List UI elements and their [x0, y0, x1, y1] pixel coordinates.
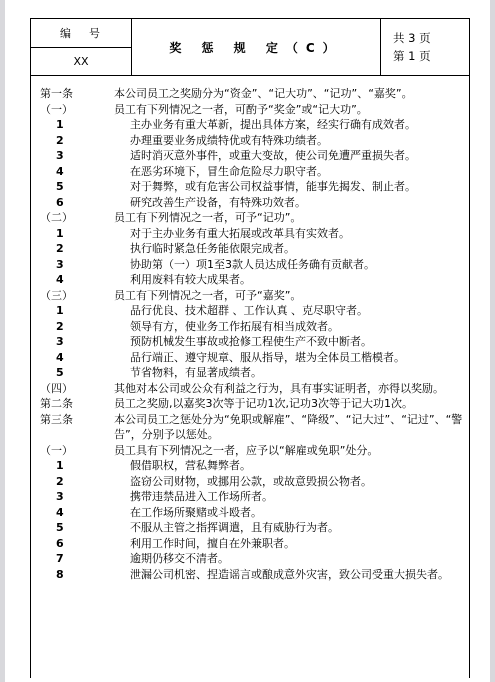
row-number: （二） [40, 211, 73, 224]
row-text: 品行端正、遵守规章、服从指导，堪为全体员工楷模者。 [130, 350, 405, 364]
list-item [38, 505, 464, 521]
row-number: 1 [56, 118, 64, 131]
row-text: 预防机械发生事故或抢修工程使生产不致中断者。 [130, 335, 372, 348]
row-text: 本公司员工之奖励分为“资金”、“记大功”、“记功”、“嘉奖”。 [114, 87, 413, 100]
row-number: 3 [56, 257, 64, 271]
row-text: 办理重要业务成绩特优或有特殊功绩者。 [130, 133, 328, 147]
section-row [38, 210, 464, 226]
list-item [38, 257, 464, 273]
document-header [30, 18, 470, 76]
row-text: 员工有下列情况之一者，可予“嘉奖”。 [114, 288, 302, 302]
row-number: 8 [56, 567, 64, 581]
row-text: 员工有下列情况之一者，可予“记功”。 [114, 211, 302, 224]
list-item [38, 241, 464, 257]
row-number: （一） [40, 102, 73, 116]
list-item [38, 365, 464, 381]
list-item [38, 319, 464, 335]
regulation-body [38, 86, 464, 582]
row-number: 5 [56, 366, 64, 379]
list-item [38, 551, 464, 567]
row-text: 员工之奖励,以嘉奖3次等于记功1次,记功3次等于记大功1次。 [114, 397, 413, 410]
list-item [38, 567, 464, 583]
row-text: 逾期仍移交不清者。 [130, 552, 229, 565]
row-text: 本公司员工之惩处分为“免职或解雇”、“降级”、“记大过”、“记过”、“警告”，分别予以惩处。 [114, 412, 463, 441]
section-row [38, 443, 464, 459]
list-item [38, 133, 464, 149]
row-number: （四） [40, 381, 73, 395]
row-number: 2 [56, 319, 64, 333]
row-text: 节省物料，有显著成绩者。 [130, 366, 262, 379]
list-item [38, 350, 464, 366]
row-text: 利用工作时间，擅自在外兼职者。 [130, 536, 295, 550]
article-row [38, 86, 464, 102]
row-text: 主办业务有重大革新，提出具体方案，经实行确有成效者。 [130, 118, 416, 131]
row-number: 2 [56, 474, 64, 488]
row-text: 其他对本公司或公众有利益之行为，具有事实证明者，亦得以奖励。 [114, 381, 444, 395]
row-number: 6 [56, 536, 64, 550]
list-item [38, 303, 464, 319]
section-row [38, 381, 464, 397]
row-number: 3 [56, 490, 64, 503]
code-label: 编号 [31, 19, 131, 48]
row-number: 4 [56, 164, 64, 178]
page-current: 第 1 页 [393, 49, 431, 63]
list-item [38, 458, 464, 474]
page-count-box [381, 19, 469, 75]
row-number: （一） [40, 443, 73, 457]
row-number: 3 [56, 149, 64, 162]
article-row [38, 396, 464, 412]
row-number: 第一条 [40, 87, 73, 100]
list-item [38, 117, 464, 133]
row-text: 携带违禁品进入工作场所者。 [130, 490, 273, 503]
code-box [31, 19, 132, 75]
row-text: 对于舞弊，或有危害公司权益事情，能事先揭发、制止者。 [130, 180, 416, 193]
row-number: 4 [56, 350, 64, 364]
list-item [38, 226, 464, 242]
row-number: 5 [56, 180, 64, 193]
row-text: 员工具有下列情况之一者，应予以“解雇或免职”处分。 [114, 443, 379, 457]
article-row [38, 412, 464, 443]
list-item [38, 195, 464, 211]
list-item [38, 272, 464, 288]
row-number: 2 [56, 242, 64, 255]
row-number: 1 [56, 459, 64, 472]
row-number: 2 [56, 133, 64, 147]
row-text: 不服从主管之指挥调遣，且有威胁行为者。 [130, 521, 339, 534]
section-row [38, 288, 464, 304]
list-item [38, 474, 464, 490]
row-text: 在工作场所聚赌或斗殴者。 [130, 505, 262, 519]
left-scroll-gutter [0, 0, 5, 682]
pages-total: 共 3 页 [393, 31, 431, 45]
row-number: 4 [56, 273, 64, 286]
row-text: 利用废料有较大成果者。 [130, 273, 251, 286]
row-number: 5 [56, 521, 64, 534]
row-text: 盗窃公司财物，或挪用公款，或故意毁损公物者。 [130, 474, 372, 488]
row-number: 第二条 [40, 397, 73, 410]
row-text: 员工有下列情况之一者，可酌予“奖金”或“记大功”。 [114, 102, 368, 116]
row-number: 6 [56, 195, 64, 209]
row-number: 1 [56, 304, 64, 317]
row-number: 1 [56, 226, 64, 240]
list-item [38, 148, 464, 164]
row-text: 对于主办业务有重大拓展或改革具有实效者。 [130, 226, 350, 240]
section-row [38, 102, 464, 118]
document-title: 奖 惩 规 定（C） [132, 19, 381, 75]
row-text: 假借职权，营私舞弊者。 [130, 459, 251, 472]
list-item [38, 334, 464, 350]
row-text: 品行优良、技术超群 、工作认真 、克尽职守者。 [130, 304, 368, 317]
row-number: 3 [56, 335, 64, 348]
row-number: （三） [40, 288, 73, 302]
row-number: 4 [56, 505, 64, 519]
row-text: 适时消灭意外事件，或重大变故，使公司免遭严重损失者。 [130, 149, 416, 162]
list-item [38, 536, 464, 552]
code-value: XX [73, 54, 89, 68]
row-text: 研究改善生产设备，有特殊功效者。 [130, 195, 306, 209]
right-scroll-gutter [490, 0, 495, 682]
row-text: 在恶劣环境下，冒生命危险尽力职守者。 [130, 164, 328, 178]
row-text: 协助第（一）项1至3款人员达成任务确有贡献者。 [130, 257, 375, 271]
row-number: 第三条 [40, 412, 73, 426]
row-text: 泄漏公司机密、捏造谣言或酿成意外灾害，致公司受重大损失者。 [130, 567, 449, 581]
list-item [38, 489, 464, 505]
list-item [38, 520, 464, 536]
row-number: 7 [56, 552, 64, 565]
row-text: 执行临时紧急任务能依限完成者。 [130, 242, 295, 255]
list-item [38, 179, 464, 195]
row-text: 领导有方，使业务工作拓展有相当成效者。 [130, 319, 339, 333]
list-item [38, 164, 464, 180]
